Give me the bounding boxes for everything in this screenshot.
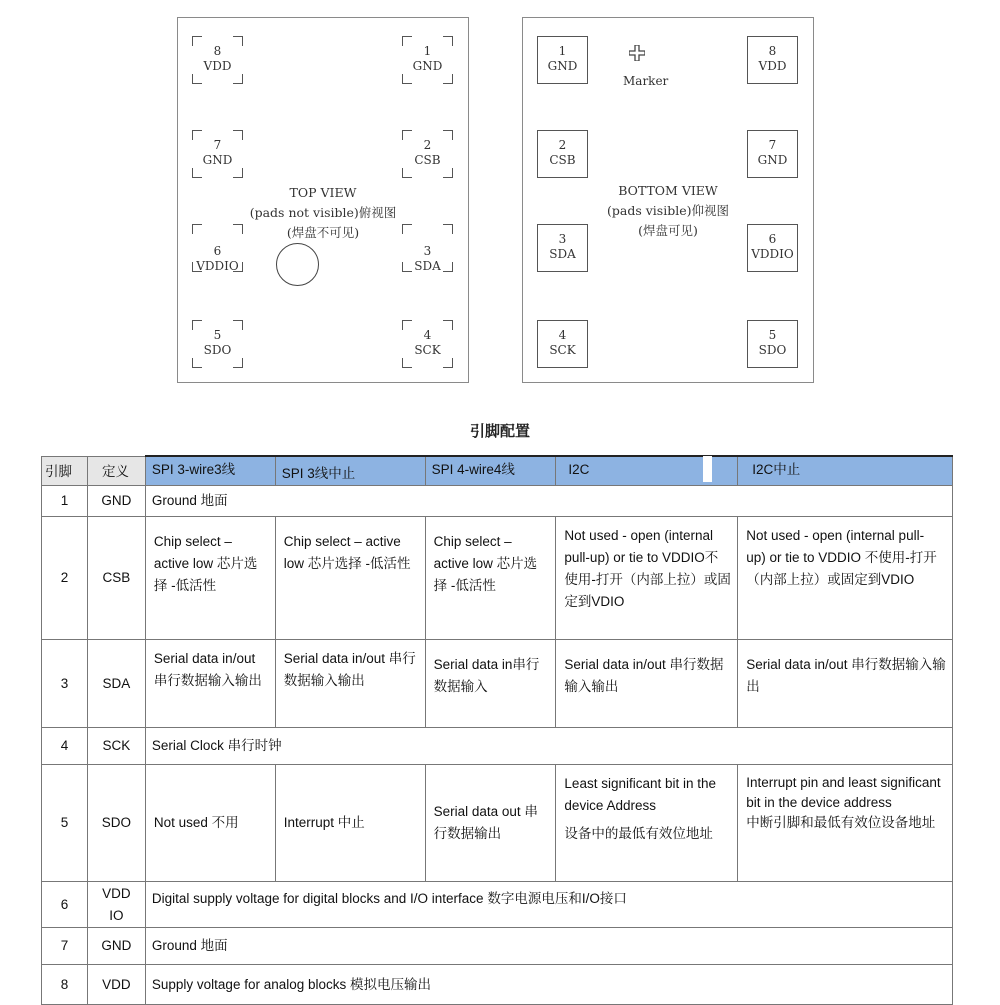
table-title: 引脚配置 <box>469 422 530 440</box>
top-pad-4 <box>402 320 453 368</box>
table-row <box>42 640 953 728</box>
caption-line: (pads not visible)俯视图 <box>249 205 397 220</box>
bottom-view-diagram <box>522 17 814 383</box>
pad-name: SCK <box>414 343 441 357</box>
description-cell: Interrupt 中止 <box>275 765 425 882</box>
pad-name: SDO <box>758 343 787 357</box>
pad-name: CSB <box>549 153 576 167</box>
pin-name-cell: GND <box>87 928 145 965</box>
bottom-pad-8 <box>747 36 798 84</box>
pin-name-cell: SCK <box>87 728 145 765</box>
description-cell: Supply voltage for analog blocks 模拟电压输出 <box>145 965 952 1005</box>
header-cell: 引脚 <box>42 456 88 486</box>
caption-line: (焊盘不可见) <box>286 225 360 240</box>
top-pad-1 <box>402 36 453 84</box>
description-cell: Ground 地面 <box>145 928 952 965</box>
table-row <box>42 882 953 928</box>
description-cell: Chip select – active low 芯片选择 -低活性 <box>425 517 556 640</box>
pin1-indicator-circle <box>276 243 319 286</box>
pin-name-cell: VDD <box>87 965 145 1005</box>
pad-number: 3 <box>423 244 432 258</box>
table-row <box>42 928 953 965</box>
top-pad-7 <box>192 130 243 178</box>
pin-number-cell: 4 <box>42 728 88 765</box>
top-pad-2 <box>402 130 453 178</box>
table-row <box>42 517 953 640</box>
top-pad-8 <box>192 36 243 84</box>
header-cell: I2C中止 <box>738 456 953 486</box>
marker-label: Marker <box>623 74 669 88</box>
pad-name: SDA <box>549 247 576 261</box>
pin-number-cell: 6 <box>42 882 88 928</box>
table-row <box>42 765 953 882</box>
pin-number-cell: 1 <box>42 486 88 517</box>
pad-name: VDD <box>758 59 787 73</box>
pin-name-cell: GND <box>87 486 145 517</box>
description-cell: Not used 不用 <box>145 765 275 882</box>
pad-number: 5 <box>768 328 777 342</box>
pad-name: SDA <box>414 259 441 273</box>
pad-name: VDD <box>203 59 232 73</box>
caption-line: (焊盘可见) <box>638 223 698 238</box>
pin-name-cell: CSB <box>87 517 145 640</box>
caption-line: TOP VIEW <box>289 185 357 200</box>
header-cell: 定义 <box>87 456 145 486</box>
pad-number: 3 <box>558 232 567 246</box>
pad-name: GND <box>202 153 233 167</box>
pad-name: VDDIO <box>751 247 794 261</box>
pin-configuration-table <box>41 455 953 1005</box>
description-cell: Serial data in/out 串行数据输入输出 <box>556 640 738 728</box>
bottom-pad-4 <box>537 320 588 368</box>
description-cell: Serial Clock 串行时钟 <box>145 728 952 765</box>
pad-number: 1 <box>558 44 567 58</box>
bottom-pad-5 <box>747 320 798 368</box>
pin-number-cell: 2 <box>42 517 88 640</box>
pad-number: 1 <box>423 44 432 58</box>
description-cell: Interrupt pin and least significant bit in the device address 中断引脚和最低有效位设备地址 <box>738 765 953 882</box>
pad-number: 8 <box>213 44 222 58</box>
table-row <box>42 728 953 765</box>
bottom-pad-2 <box>537 130 588 178</box>
pin-name-cell: SDO <box>87 765 145 882</box>
pad-number: 5 <box>213 328 222 342</box>
description-cell: Serial data in/out 串行数据输入输出 <box>275 640 425 728</box>
pad-number: 7 <box>213 138 222 152</box>
description-cell: Serial data out 串行数据输出 <box>425 765 556 882</box>
header-cell: SPI 3线中止 <box>275 456 425 486</box>
description-cell: Chip select – active low 芯片选择 -低活性 <box>145 517 275 640</box>
pad-number: 4 <box>423 328 432 342</box>
description-cell: Chip select – active low 芯片选择 -低活性 <box>275 517 425 640</box>
header-cell: I2C <box>556 456 738 486</box>
pad-number: 6 <box>768 232 777 246</box>
pad-name: VDDIO <box>196 259 239 273</box>
pin-name-cell: VDDIO <box>87 882 145 928</box>
header-gap-mark <box>703 456 712 482</box>
description-cell: Digital supply voltage for digital blocks and I/O interface 数字电源电压和I/O接口 <box>145 882 952 928</box>
pin-number-cell: 5 <box>42 765 88 882</box>
pad-name: GND <box>412 59 443 73</box>
description-cell: Least significant bit in the device Address 设备中的最低有效位地址 <box>556 765 738 882</box>
pad-name: SDO <box>203 343 232 357</box>
description-cell: Not used - open (internal pull-up) or tie to VDDIO不使用-打开（内部上拉）或固定到VDIO <box>556 517 738 640</box>
top-view-caption <box>178 183 468 243</box>
caption-line: BOTTOM VIEW <box>618 183 718 198</box>
description-cell: Serial data in/out 串行数据输入输出 <box>145 640 275 728</box>
description-cell: Ground 地面 <box>145 486 952 517</box>
description-cell: Serial data in串行数据输入 <box>425 640 556 728</box>
bottom-view-caption <box>523 181 813 241</box>
pin-number-cell: 8 <box>42 965 88 1005</box>
pad-name: SCK <box>549 343 576 357</box>
description-cell: Serial data in/out 串行数据输入输出 <box>738 640 953 728</box>
description-cell: Not used - open (internal pull- up) or tie to VDDIO 不使用-打开（内部上拉）或固定到VDIO <box>738 517 953 640</box>
marker-cross-icon <box>629 45 645 61</box>
pad-number: 6 <box>213 244 222 258</box>
header-cell: SPI 3-wire3线 <box>145 456 275 486</box>
pad-number: 8 <box>768 44 777 58</box>
caption-line: (pads visible)仰视图 <box>607 203 729 218</box>
pad-name: GND <box>757 153 788 167</box>
table-header-row <box>42 456 953 486</box>
pad-name: GND <box>547 59 578 73</box>
table-row <box>42 486 953 517</box>
bottom-pad-7 <box>747 130 798 178</box>
bottom-pad-1 <box>537 36 588 84</box>
pad-number: 7 <box>768 138 777 152</box>
header-cell: SPI 4-wire4线 <box>425 456 556 486</box>
pin-number-cell: 3 <box>42 640 88 728</box>
pad-number: 2 <box>423 138 432 152</box>
top-pad-5 <box>192 320 243 368</box>
pad-name: CSB <box>414 153 441 167</box>
pin-number-cell: 7 <box>42 928 88 965</box>
pad-number: 2 <box>558 138 567 152</box>
top-view-diagram <box>177 17 469 383</box>
pin-name-cell: SDA <box>87 640 145 728</box>
table-row <box>42 965 953 1005</box>
pad-number: 4 <box>558 328 567 342</box>
